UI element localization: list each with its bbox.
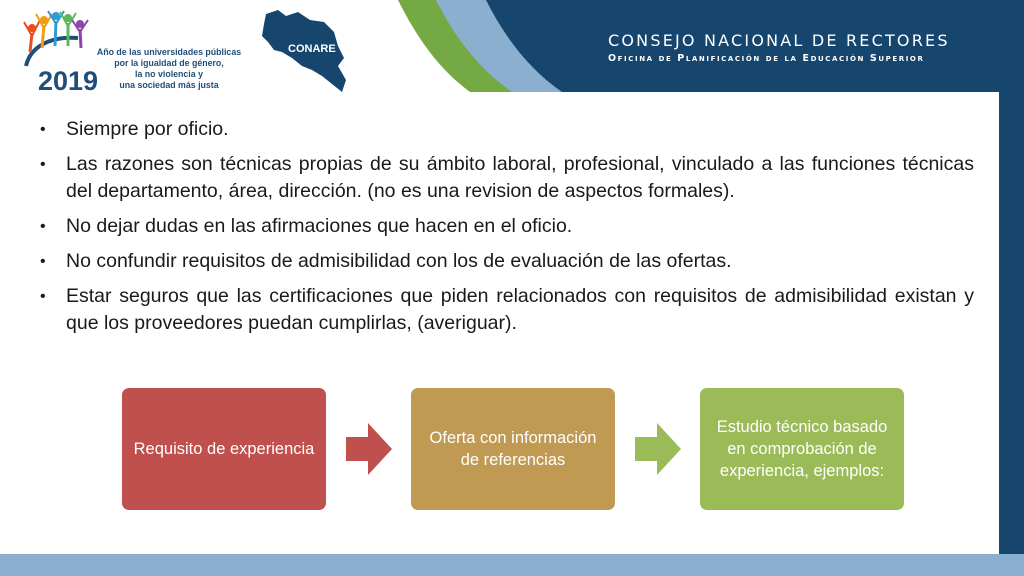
- flow-step-requisito: [122, 388, 326, 510]
- bullet-dot-icon: •: [40, 288, 46, 305]
- arrow-right-icon: [346, 423, 392, 475]
- bullet-item: [40, 213, 974, 240]
- year-motto-line: por la igualdad de género,: [114, 58, 224, 68]
- bullet-dot-icon: •: [40, 218, 46, 235]
- conare-map-logo: [258, 6, 354, 96]
- main-content: [40, 116, 974, 345]
- year-motto-line: la no violencia y: [135, 69, 203, 79]
- bullet-item: [40, 283, 974, 337]
- bullet-item: [40, 248, 974, 275]
- conare-label: CONARE: [288, 43, 336, 55]
- org-subtitle: Oficina de Planificación de la Educación Superior: [608, 53, 925, 64]
- org-title: CONSEJO NACIONAL DE RECTORES: [608, 31, 950, 50]
- flow-step-label: Oferta con información de referencias: [429, 429, 597, 469]
- bullet-item: [40, 116, 974, 143]
- bullet-text: Las razones son técnicas propias de su ámbito laboral, profesional, vinculado a las funciones técnicas del departamento, área, dirección. (no es una revision de aspectos formales).: [66, 153, 974, 202]
- flow-step-label: Estudio técnico basado en comprobación de experiencia, ejemplos:: [716, 418, 888, 480]
- bullet-text: Estar seguros que las certificaciones que piden relacionados con requisitos de admisibilidad existan y que los proveedores puedan cumplirlas, (averiguar).: [66, 285, 974, 334]
- bullet-list: [40, 116, 974, 337]
- flow-step-oferta: [411, 388, 615, 510]
- people-figures-icon: [18, 8, 98, 68]
- arrow-right-icon: [635, 423, 681, 475]
- year-logo: [18, 8, 242, 96]
- year-number: 2019: [38, 66, 99, 96]
- bullet-dot-icon: •: [40, 121, 46, 138]
- year-motto-line: Año de las universidades públicas: [96, 47, 242, 57]
- year-motto-line: una sociedad más justa: [119, 80, 219, 90]
- flow-step-estudio: [700, 388, 904, 510]
- flow-step-label: Requisito de experiencia: [133, 440, 315, 458]
- bullet-dot-icon: •: [40, 156, 46, 173]
- year-motto: [94, 47, 244, 91]
- right-decorative-strip: [999, 92, 1024, 554]
- bottom-decorative-bar: [0, 554, 1024, 576]
- bullet-dot-icon: •: [40, 253, 46, 270]
- bullet-text: No confundir requisitos de admisibilidad con los de evaluación de las ofertas.: [66, 250, 732, 272]
- bullet-item: [40, 151, 974, 205]
- bullet-text: No dejar dudas en las afirmaciones que hacen en el oficio.: [66, 215, 573, 237]
- bullet-text: Siempre por oficio.: [66, 118, 229, 140]
